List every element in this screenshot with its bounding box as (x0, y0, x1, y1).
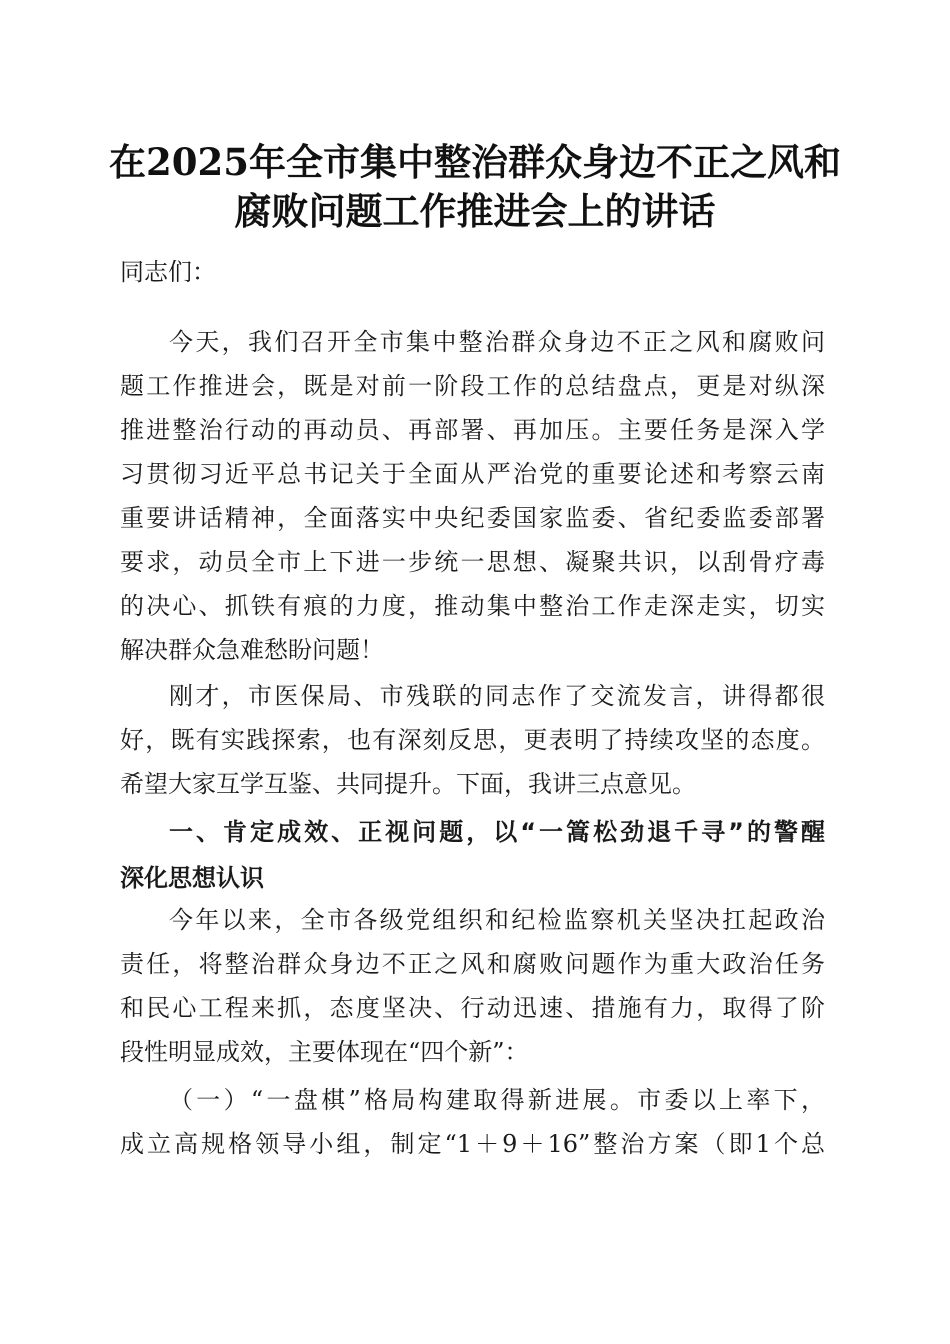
paragraph-line: 要求，动员全市上下进一步统一思想、凝聚共识，以刮骨疗毒 (120, 548, 825, 576)
paragraph-line: 题工作推进会，既是对前一阶段工作的总结盘点，更是对纵深 (120, 372, 825, 400)
subsection-line: （一）“一盘棋”格局构建取得新进展。市委以上率下， (169, 1086, 825, 1114)
paragraph-line: 好，既有实践探索，也有深刻反思，更表明了持续攻坚的态度。 (120, 726, 825, 754)
paragraph-line: 段性明显成效，主要体现在“四个新”： (120, 1038, 529, 1066)
paragraph-line: 推进整治行动的再动员、再部署、再加压。主要任务是深入学 (120, 416, 825, 444)
paragraph-line: 和民心工程来抓，态度坚决、行动迅速、措施有力，取得了阶 (120, 994, 825, 1022)
salutation: 同志们： (120, 258, 216, 286)
paragraph-line: 今年以来，全市各级党组织和纪检监察机关坚决扛起政治 (169, 906, 825, 934)
paragraph-line: 成立高规格领导小组，制定“1＋9＋16”整治方案（即1个总 (120, 1130, 825, 1158)
paragraph-line: 解决群众急难愁盼问题！ (120, 636, 384, 664)
paragraph-line: 刚才，市医保局、市残联的同志作了交流发言，讲得都很 (169, 682, 825, 710)
section-heading-line: 一、肯定成效、正视问题，以“一篙松劲退千寻”的警醒 (169, 818, 825, 846)
paragraph-line: 习贯彻习近平总书记关于全面从严治党的重要论述和考察云南 (120, 460, 825, 488)
paragraph-line: 的决心、抓铁有痕的力度，推动集中整治工作走深走实，切实 (120, 592, 825, 620)
document-title-line-1: 在2025年全市集中整治群众身边不正之风和 (109, 140, 841, 184)
paragraph-line: 责任，将整治群众身边不正之风和腐败问题作为重大政治任务 (120, 950, 825, 978)
document-title-line-2: 腐败问题工作推进会上的讲话 (234, 189, 716, 233)
paragraph-line: 重要讲话精神，全面落实中央纪委国家监委、省纪委监委部署 (120, 504, 825, 532)
paragraph-line: 今天，我们召开全市集中整治群众身边不正之风和腐败问 (169, 328, 825, 356)
section-heading-line: 深化思想认识 (120, 864, 264, 892)
paragraph-line: 希望大家互学互鉴、共同提升。下面，我讲三点意见。 (120, 770, 696, 798)
